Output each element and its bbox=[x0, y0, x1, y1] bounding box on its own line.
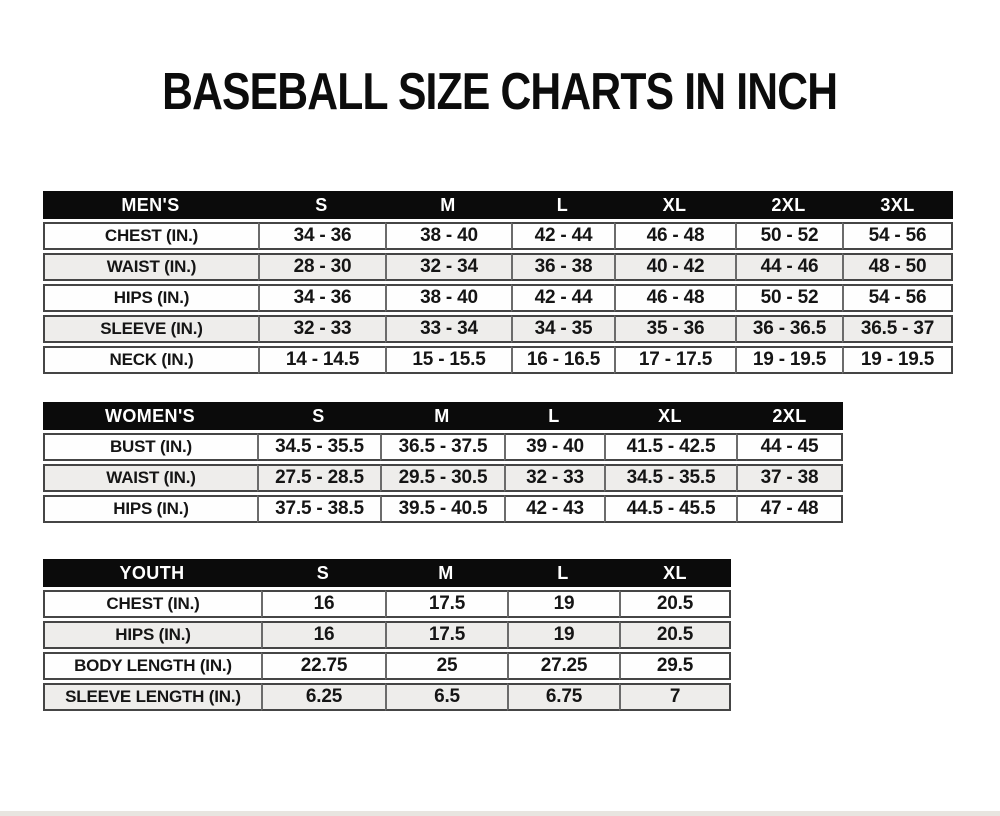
table-row bbox=[43, 495, 843, 523]
header-row bbox=[43, 559, 731, 587]
table-name-header: WOMEN'S bbox=[43, 402, 257, 430]
size-column-header: L bbox=[504, 402, 604, 430]
table-row bbox=[43, 433, 843, 461]
measurement-label: WAIST (IN.) bbox=[43, 253, 258, 281]
size-value-cell: 54 - 56 bbox=[842, 284, 953, 312]
table-row bbox=[43, 222, 953, 250]
size-value-cell: 16 bbox=[261, 621, 385, 649]
size-value-cell: 41.5 - 42.5 bbox=[604, 433, 736, 461]
size-value-cell: 38 - 40 bbox=[385, 284, 511, 312]
size-value-cell: 32 - 34 bbox=[385, 253, 511, 281]
size-value-cell: 34 - 36 bbox=[258, 222, 385, 250]
size-value-cell: 19 bbox=[507, 590, 619, 618]
size-value-cell: 25 bbox=[385, 652, 507, 680]
size-column-header: L bbox=[507, 559, 619, 587]
size-tables-container bbox=[43, 188, 1000, 714]
page-title bbox=[0, 64, 1000, 120]
size-value-cell: 17 - 17.5 bbox=[614, 346, 735, 374]
table-row bbox=[43, 621, 731, 649]
size-value-cell: 33 - 34 bbox=[385, 315, 511, 343]
size-value-cell: 40 - 42 bbox=[614, 253, 735, 281]
size-value-cell: 44.5 - 45.5 bbox=[604, 495, 736, 523]
size-value-cell: 32 - 33 bbox=[258, 315, 385, 343]
measurement-label: NECK (IN.) bbox=[43, 346, 258, 374]
size-value-cell: 46 - 48 bbox=[614, 284, 735, 312]
size-value-cell: 17.5 bbox=[385, 590, 507, 618]
size-value-cell: 27.25 bbox=[507, 652, 619, 680]
size-value-cell: 48 - 50 bbox=[842, 253, 953, 281]
size-value-cell: 39.5 - 40.5 bbox=[380, 495, 504, 523]
size-column-header: 2XL bbox=[736, 402, 843, 430]
size-value-cell: 17.5 bbox=[385, 621, 507, 649]
size-value-cell: 27.5 - 28.5 bbox=[257, 464, 380, 492]
size-value-cell: 36 - 36.5 bbox=[735, 315, 842, 343]
size-value-cell: 32 - 33 bbox=[504, 464, 604, 492]
size-table bbox=[43, 556, 731, 714]
size-value-cell: 34.5 - 35.5 bbox=[604, 464, 736, 492]
size-value-cell: 6.5 bbox=[385, 683, 507, 711]
size-value-cell: 34 - 35 bbox=[511, 315, 614, 343]
size-value-cell: 44 - 45 bbox=[736, 433, 843, 461]
measurement-label: BODY LENGTH (IN.) bbox=[43, 652, 261, 680]
table-row bbox=[43, 590, 731, 618]
size-value-cell: 46 - 48 bbox=[614, 222, 735, 250]
size-column-header: M bbox=[380, 402, 504, 430]
measurement-label: SLEEVE LENGTH (IN.) bbox=[43, 683, 261, 711]
size-column-header: M bbox=[385, 559, 507, 587]
measurement-label: HIPS (IN.) bbox=[43, 621, 261, 649]
size-value-cell: 29.5 bbox=[619, 652, 731, 680]
page-title-text: BASEBALL SIZE CHARTS IN INCH bbox=[162, 63, 838, 121]
size-value-cell: 28 - 30 bbox=[258, 253, 385, 281]
size-value-cell: 50 - 52 bbox=[735, 222, 842, 250]
table-row bbox=[43, 315, 953, 343]
size-value-cell: 6.25 bbox=[261, 683, 385, 711]
size-column-header: L bbox=[511, 191, 614, 219]
size-value-cell: 54 - 56 bbox=[842, 222, 953, 250]
size-value-cell: 7 bbox=[619, 683, 731, 711]
size-value-cell: 19 bbox=[507, 621, 619, 649]
size-value-cell: 19 - 19.5 bbox=[735, 346, 842, 374]
table-row bbox=[43, 683, 731, 711]
size-value-cell: 42 - 43 bbox=[504, 495, 604, 523]
size-column-header: 2XL bbox=[735, 191, 842, 219]
measurement-label: CHEST (IN.) bbox=[43, 590, 261, 618]
table-row bbox=[43, 464, 843, 492]
size-column-header: XL bbox=[604, 402, 736, 430]
scan-bottom-edge-artifact bbox=[0, 811, 1000, 816]
size-value-cell: 34 - 36 bbox=[258, 284, 385, 312]
size-column-header: S bbox=[257, 402, 380, 430]
header-row bbox=[43, 191, 953, 219]
table-name-header: YOUTH bbox=[43, 559, 261, 587]
size-column-header: XL bbox=[614, 191, 735, 219]
size-column-header: S bbox=[261, 559, 385, 587]
size-table-mens bbox=[43, 188, 1000, 377]
size-value-cell: 34.5 - 35.5 bbox=[257, 433, 380, 461]
size-value-cell: 36 - 38 bbox=[511, 253, 614, 281]
size-value-cell: 44 - 46 bbox=[735, 253, 842, 281]
size-value-cell: 39 - 40 bbox=[504, 433, 604, 461]
size-value-cell: 6.75 bbox=[507, 683, 619, 711]
size-value-cell: 14 - 14.5 bbox=[258, 346, 385, 374]
size-value-cell: 16 bbox=[261, 590, 385, 618]
size-value-cell: 42 - 44 bbox=[511, 222, 614, 250]
size-table-womens bbox=[43, 399, 1000, 526]
size-table bbox=[43, 188, 953, 377]
size-value-cell: 20.5 bbox=[619, 621, 731, 649]
measurement-label: WAIST (IN.) bbox=[43, 464, 257, 492]
measurement-label: CHEST (IN.) bbox=[43, 222, 258, 250]
size-value-cell: 50 - 52 bbox=[735, 284, 842, 312]
size-column-header: XL bbox=[619, 559, 731, 587]
size-value-cell: 36.5 - 37 bbox=[842, 315, 953, 343]
size-value-cell: 35 - 36 bbox=[614, 315, 735, 343]
size-value-cell: 19 - 19.5 bbox=[842, 346, 953, 374]
size-table bbox=[43, 399, 843, 526]
table-name-header: MEN'S bbox=[43, 191, 258, 219]
size-value-cell: 37.5 - 38.5 bbox=[257, 495, 380, 523]
size-value-cell: 16 - 16.5 bbox=[511, 346, 614, 374]
header-row bbox=[43, 402, 843, 430]
size-column-header: M bbox=[385, 191, 511, 219]
table-row bbox=[43, 253, 953, 281]
measurement-label: HIPS (IN.) bbox=[43, 495, 257, 523]
table-row bbox=[43, 346, 953, 374]
measurement-label: BUST (IN.) bbox=[43, 433, 257, 461]
size-value-cell: 20.5 bbox=[619, 590, 731, 618]
table-row bbox=[43, 652, 731, 680]
measurement-label: HIPS (IN.) bbox=[43, 284, 258, 312]
size-value-cell: 38 - 40 bbox=[385, 222, 511, 250]
size-value-cell: 36.5 - 37.5 bbox=[380, 433, 504, 461]
measurement-label: SLEEVE (IN.) bbox=[43, 315, 258, 343]
size-value-cell: 37 - 38 bbox=[736, 464, 843, 492]
size-value-cell: 29.5 - 30.5 bbox=[380, 464, 504, 492]
size-column-header: 3XL bbox=[842, 191, 953, 219]
size-value-cell: 15 - 15.5 bbox=[385, 346, 511, 374]
size-value-cell: 42 - 44 bbox=[511, 284, 614, 312]
size-value-cell: 47 - 48 bbox=[736, 495, 843, 523]
size-table-youth bbox=[43, 556, 1000, 714]
size-value-cell: 22.75 bbox=[261, 652, 385, 680]
size-column-header: S bbox=[258, 191, 385, 219]
table-row bbox=[43, 284, 953, 312]
